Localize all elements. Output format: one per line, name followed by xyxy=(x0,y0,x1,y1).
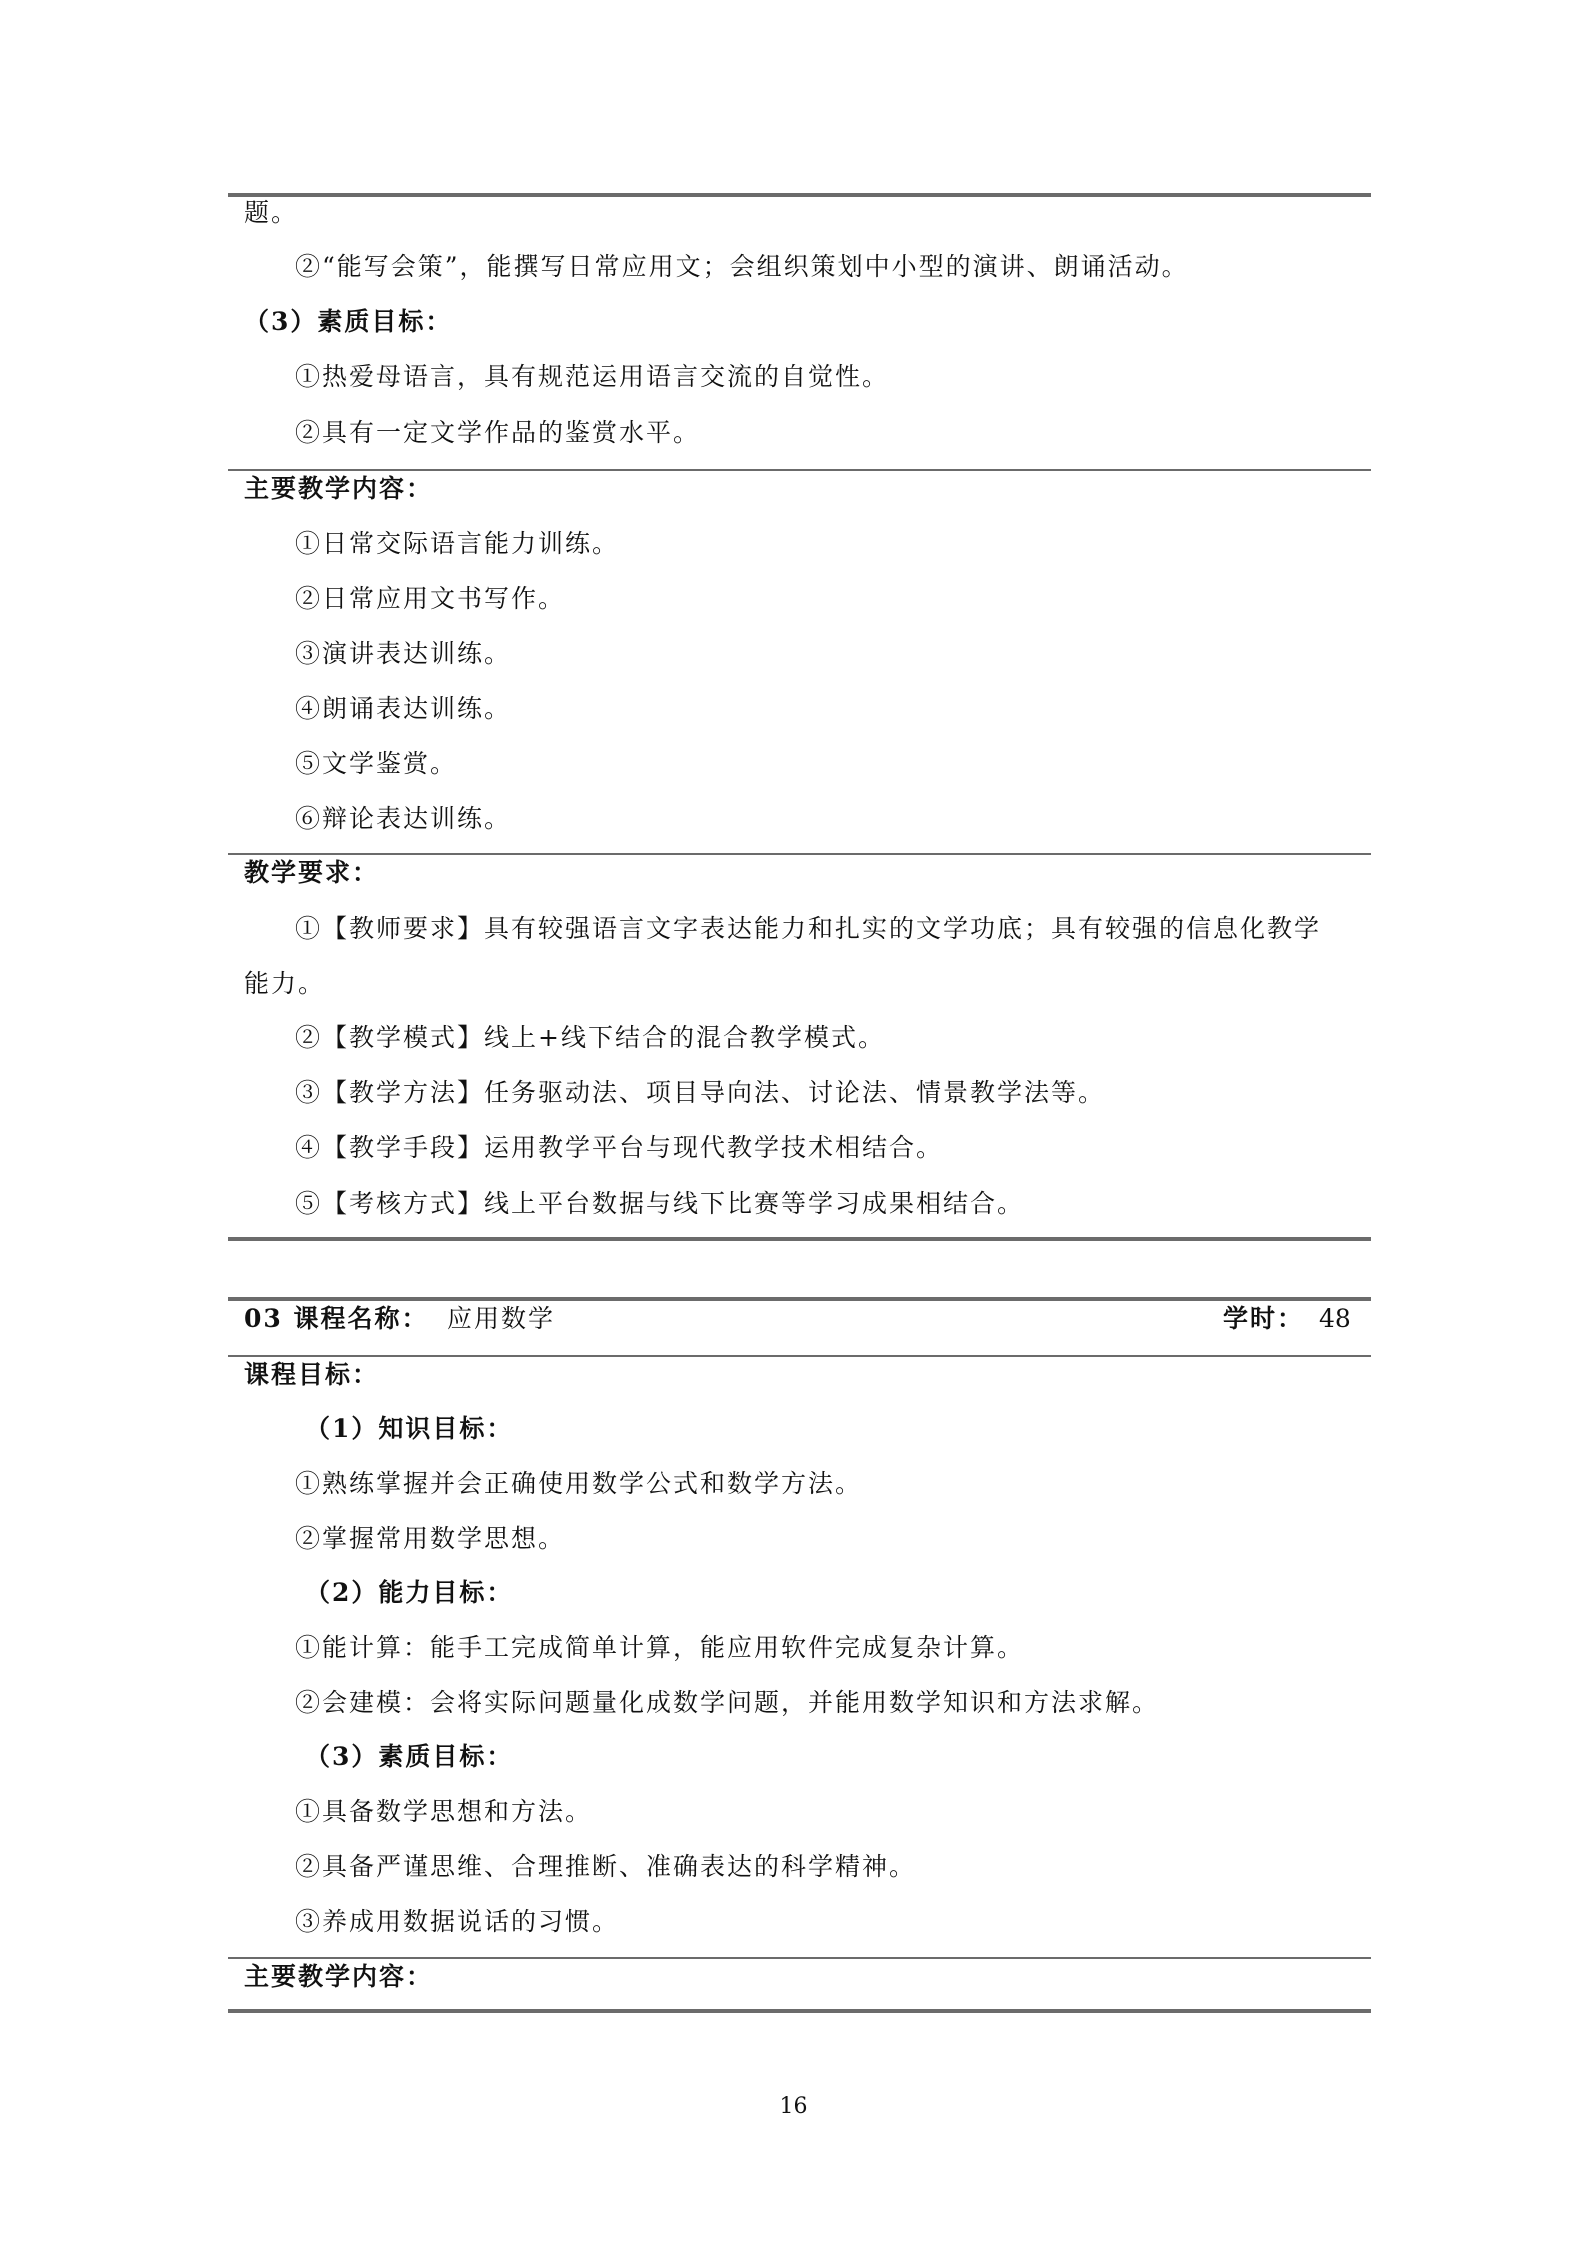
ability-item: ②会建模：会将实际问题量化成数学问题，并能用数学知识和方法求解。 xyxy=(295,1688,1160,1717)
content-item: ②日常应用文书写作。 xyxy=(295,584,566,613)
table-bottom-border xyxy=(228,2009,1371,2013)
table-top-border xyxy=(228,193,1371,197)
content-heading: 主要教学内容： xyxy=(244,1962,434,1991)
course-name-label: 03 课程名称： xyxy=(244,1304,429,1333)
section-divider xyxy=(228,853,1371,855)
quality-item: ①热爱母语言，具有规范运用语言交流的自觉性。 xyxy=(295,362,890,391)
capability-tail: 题。 xyxy=(244,198,299,227)
table-top-border xyxy=(228,1297,1371,1301)
knowledge-heading: （1）知识目标： xyxy=(305,1414,514,1443)
quality-item: ②具备严谨思维、合理推断、准确表达的科学精神。 xyxy=(295,1852,917,1881)
quality-item: ②具有一定文学作品的鉴赏水平。 xyxy=(295,418,701,447)
requirement-item: ⑤【考核方式】线上平台数据与线下比赛等学习成果相结合。 xyxy=(295,1189,1025,1218)
quality-item: ①具备数学思想和方法。 xyxy=(295,1797,593,1826)
section-divider xyxy=(228,1355,1371,1357)
requirement-item: ②【教学模式】线上+线下结合的混合教学模式。 xyxy=(295,1023,885,1052)
objectives-heading: 课程目标： xyxy=(244,1360,380,1389)
requirement-item: ③【教学方法】任务驱动法、项目导向法、讨论法、情景教学法等。 xyxy=(295,1078,1106,1107)
page-number: 16 xyxy=(779,2094,808,2119)
ability-item: ①能计算：能手工完成简单计算，能应用软件完成复杂计算。 xyxy=(295,1633,1025,1662)
quality-heading: （3）素质目标： xyxy=(305,1742,514,1771)
course-name-value: 应用数学 xyxy=(447,1304,556,1333)
knowledge-item: ②掌握常用数学思想。 xyxy=(295,1524,566,1553)
content-item: ⑤文学鉴赏。 xyxy=(295,749,458,778)
content-item: ③演讲表达训练。 xyxy=(295,639,512,668)
section-divider xyxy=(228,469,1371,471)
content-item: ①日常交际语言能力训练。 xyxy=(295,529,620,558)
table-bottom-border xyxy=(228,1237,1371,1241)
quality-item: ③养成用数据说话的习惯。 xyxy=(295,1907,620,1936)
content-item: ⑥辩论表达训练。 xyxy=(295,804,512,833)
requirement-item: ①【教师要求】具有较强语言文字表达能力和扎实的文学功底；具有较强的信息化教学 xyxy=(295,914,1322,943)
requirements-heading: 教学要求： xyxy=(244,858,380,887)
capability-item: ②“能写会策”，能撰写日常应用文；会组织策划中小型的演讲、朗诵活动。 xyxy=(295,252,1189,281)
requirement-item-continued: 能力。 xyxy=(244,969,326,998)
content-heading: 主要教学内容： xyxy=(244,474,434,503)
course-hours-label: 学时： xyxy=(1223,1304,1305,1333)
content-item: ④朗诵表达训练。 xyxy=(295,694,512,723)
requirement-item: ④【教学手段】运用教学平台与现代教学技术相结合。 xyxy=(295,1133,944,1162)
quality-heading: （3）素质目标： xyxy=(244,307,453,336)
section-divider xyxy=(228,1957,1371,1959)
knowledge-item: ①熟练掌握并会正确使用数学公式和数学方法。 xyxy=(295,1469,863,1498)
ability-heading: （2）能力目标： xyxy=(305,1578,514,1607)
course-hours-value: 48 xyxy=(1319,1304,1351,1333)
